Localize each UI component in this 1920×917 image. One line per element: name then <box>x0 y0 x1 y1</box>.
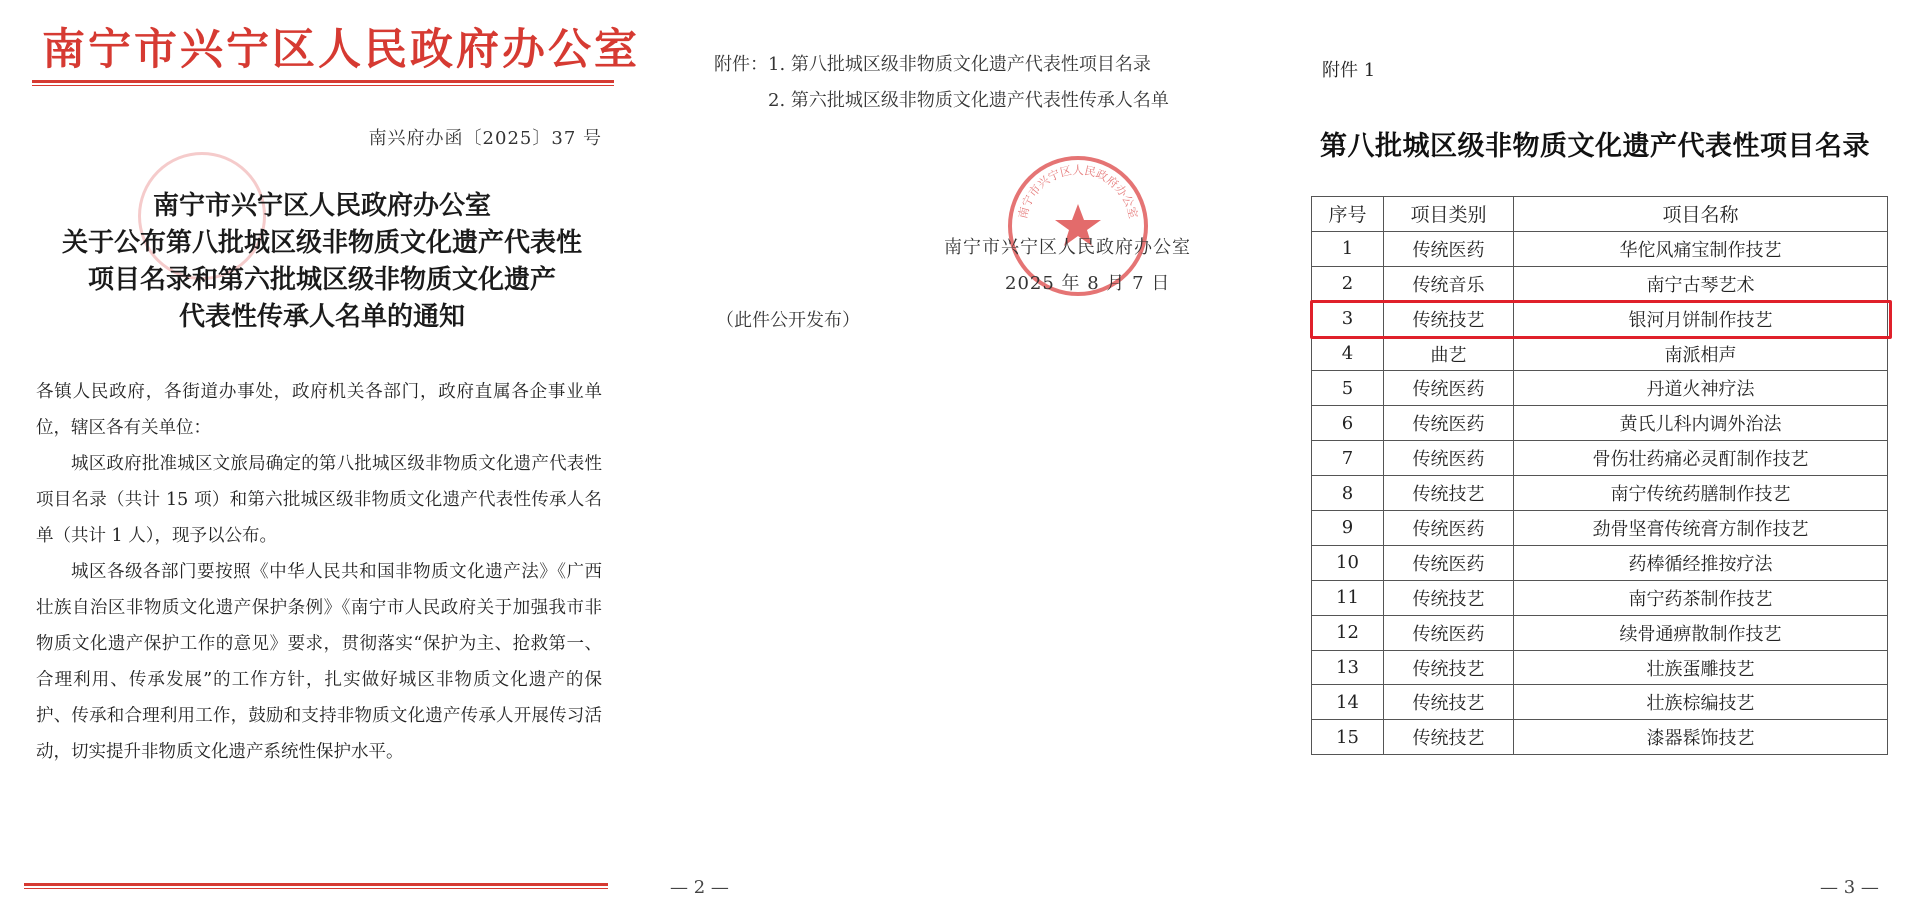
cell-project-name: 壮族蛋雕技艺 <box>1514 650 1888 685</box>
table-row <box>1312 441 1888 476</box>
table-row <box>1312 615 1888 650</box>
cell-index: 9 <box>1312 511 1384 546</box>
header-index: 序号 <box>1312 197 1384 232</box>
body-paragraph: 城区政府批准城区文旅局确定的第八批城区级非物质文化遗产代表性项目名录（共计 15 项）和第六批城区级非物质文化遗产代表性传承人名单（共计 1 人），现予以公布。 <box>36 454 602 546</box>
table-row <box>1312 231 1888 266</box>
table-title: 第八批城区级非物质文化遗产代表性项目名录 <box>1320 131 1870 162</box>
title-line: 南宁市兴宁区人民政府办公室 <box>152 191 491 221</box>
table-row <box>1312 476 1888 511</box>
cell-index: 3 <box>1312 301 1384 336</box>
table-row <box>1312 266 1888 301</box>
footer-rule-thin <box>24 888 608 889</box>
page-2 <box>640 0 1280 917</box>
cell-category: 传统音乐 <box>1384 266 1514 301</box>
cell-category: 传统医药 <box>1384 441 1514 476</box>
cell-project-name: 银河月饼制作技艺 <box>1514 301 1888 336</box>
highlight-box <box>1310 300 1892 339</box>
cell-index: 10 <box>1312 545 1384 580</box>
table-header-row <box>1312 197 1888 232</box>
attachment-label: 附件 1 <box>1322 60 1376 81</box>
cell-category: 传统技艺 <box>1384 650 1514 685</box>
cell-project-name: 漆器髹饰技艺 <box>1514 720 1888 755</box>
table-row <box>1312 406 1888 441</box>
cell-project-name: 续骨通痹散制作技艺 <box>1514 615 1888 650</box>
cell-project-name: 南宁药茶制作技艺 <box>1514 580 1888 615</box>
header-project-name: 项目名称 <box>1514 197 1888 232</box>
cell-index: 13 <box>1312 650 1384 685</box>
attachment-item: 1. 第八批城区级非物质文化遗产代表性项目名录 <box>768 54 1151 75</box>
cell-project-name: 黄氏儿科内调外治法 <box>1514 406 1888 441</box>
cell-project-name: 壮族棕编技艺 <box>1514 685 1888 720</box>
cell-index: 7 <box>1312 441 1384 476</box>
project-list-table <box>1311 196 1888 755</box>
table-row <box>1312 720 1888 755</box>
cell-index: 5 <box>1312 371 1384 406</box>
cell-category: 传统技艺 <box>1384 685 1514 720</box>
cell-project-name: 骨伤壮药痛必灵酊制作技艺 <box>1514 441 1888 476</box>
title-line: 代表性传承人名单的通知 <box>178 302 465 332</box>
cell-category: 传统医药 <box>1384 545 1514 580</box>
cell-project-name: 华佗风痛宝制作技艺 <box>1514 231 1888 266</box>
cell-project-name: 南派相声 <box>1514 336 1888 371</box>
cell-index: 12 <box>1312 615 1384 650</box>
cell-project-name: 南宁传统药膳制作技艺 <box>1514 476 1888 511</box>
letterhead: 南宁市兴宁区人民政府办公室 <box>42 25 640 75</box>
cell-category: 传统技艺 <box>1384 720 1514 755</box>
document-body <box>36 374 602 770</box>
header-category: 项目类别 <box>1384 197 1514 232</box>
cell-project-name: 丹道火神疗法 <box>1514 371 1888 406</box>
cell-project-name: 劲骨坚膏传统膏方制作技艺 <box>1514 511 1888 546</box>
page-3 <box>1280 0 1920 917</box>
cell-index: 2 <box>1312 266 1384 301</box>
public-release-note: （此件公开发布） <box>716 310 860 331</box>
attachments-label: 附件： <box>714 54 768 75</box>
cell-category: 传统医药 <box>1384 511 1514 546</box>
attachment-item: 2. 第六批城区级非物质文化遗产代表性传承人名单 <box>768 90 1169 111</box>
cell-category: 传统医药 <box>1384 371 1514 406</box>
page-1 <box>0 0 640 917</box>
cell-category: 传统医药 <box>1384 406 1514 441</box>
cell-category: 曲艺 <box>1384 336 1514 371</box>
signature-date: 2025 年 8 月 7 日 <box>1005 273 1171 294</box>
table-row <box>1312 580 1888 615</box>
footer-rule-thick <box>24 883 608 886</box>
cell-category: 传统技艺 <box>1384 476 1514 511</box>
cell-index: 1 <box>1312 231 1384 266</box>
svg-text:南宁市兴宁区人民政府办公室: 南宁市兴宁区人民政府办公室 <box>1015 163 1141 220</box>
letterhead-rule-thin <box>32 85 614 86</box>
cell-index: 8 <box>1312 476 1384 511</box>
salutation: 各镇人民政府，各街道办事处，政府机关各部门，政府直属各企事业单位，辖区各有关单位： <box>36 382 602 438</box>
cell-index: 6 <box>1312 406 1384 441</box>
table-row <box>1312 511 1888 546</box>
document-number: 南兴府办函〔2025〕37 号 <box>368 128 602 149</box>
table-row <box>1312 336 1888 371</box>
title-line: 项目名录和第六批城区级非物质文化遗产 <box>87 265 556 295</box>
page-number: — 2 — <box>670 877 729 898</box>
document-title <box>30 188 614 336</box>
cell-project-name: 药棒循经推按疗法 <box>1514 545 1888 580</box>
cell-project-name: 南宁古琴艺术 <box>1514 266 1888 301</box>
page-number: — 3 — <box>1820 877 1879 898</box>
table-row <box>1312 685 1888 720</box>
letterhead-rule-thick <box>32 80 614 83</box>
cell-index: 4 <box>1312 336 1384 371</box>
table-row <box>1312 371 1888 406</box>
table-row <box>1312 545 1888 580</box>
cell-category: 传统技艺 <box>1384 580 1514 615</box>
cell-category: 传统医药 <box>1384 615 1514 650</box>
cell-index: 14 <box>1312 685 1384 720</box>
cell-category: 传统医药 <box>1384 231 1514 266</box>
table-row <box>1312 650 1888 685</box>
signature-organization: 南宁市兴宁区人民政府办公室 <box>944 237 1191 258</box>
cell-category: 传统技艺 <box>1384 301 1514 336</box>
cell-index: 11 <box>1312 580 1384 615</box>
body-paragraph: 城区各级各部门要按照《中华人民共和国非物质文化遗产法》《广西壮族自治区非物质文化遗产保护条例》《南宁市人民政府关于加强我市非物质文化遗产保护工作的意见》要求，贯彻落实“保护为主、抢救第一、合理利用、传承发展”的工作方针，扎实做好城区非物质文化遗产的保护、传承和合理利用工作，鼓励和支持非物质文化遗产传承人开展传习活动，切实提升非物质文化遗产系统性保护水平。 <box>36 562 602 762</box>
title-line: 关于公布第八批城区级非物质文化遗产代表性 <box>61 228 582 258</box>
cell-index: 15 <box>1312 720 1384 755</box>
